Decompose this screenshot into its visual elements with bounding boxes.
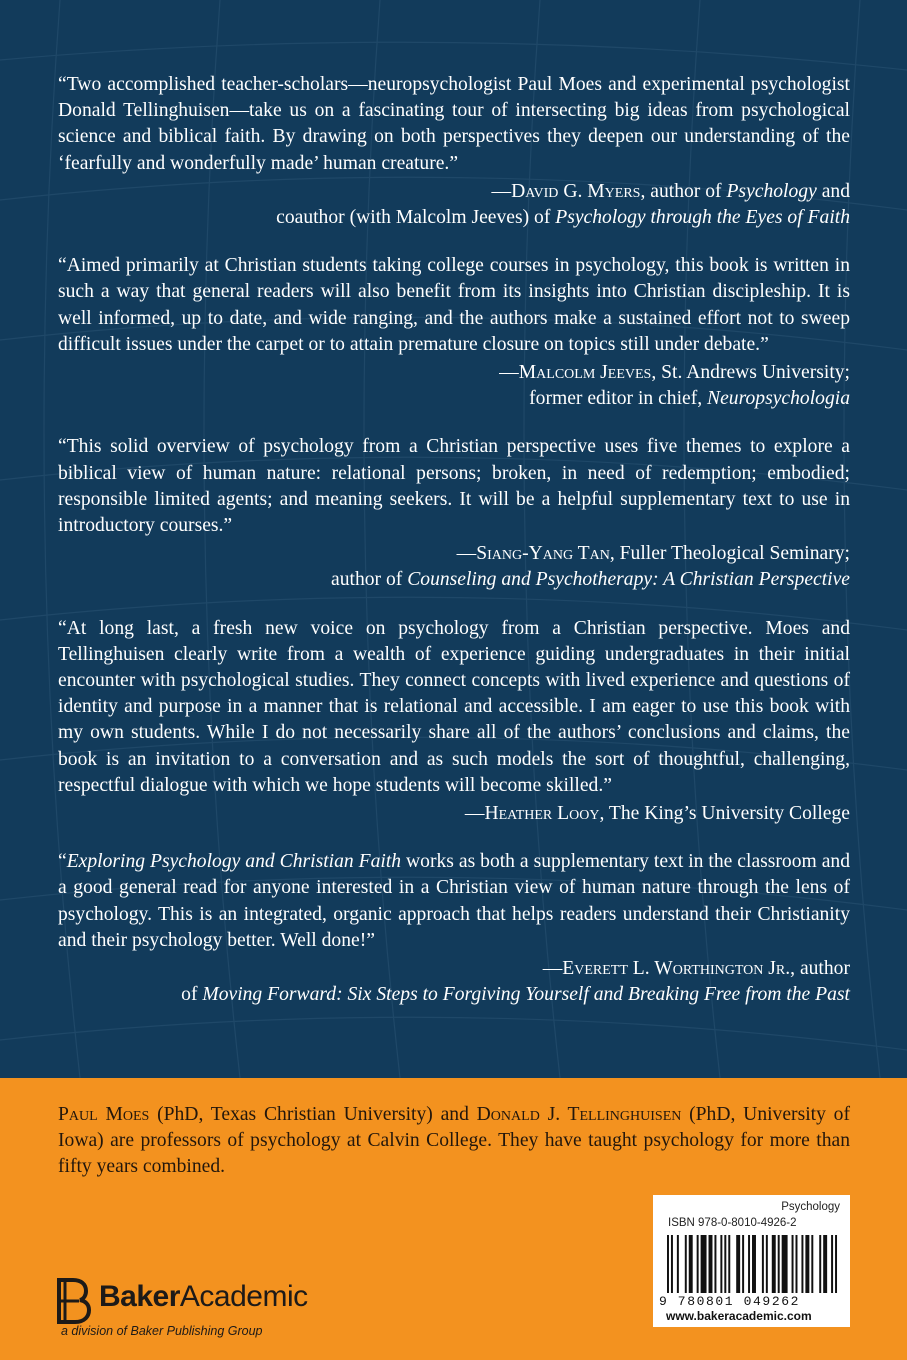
barcode-bar (677, 1235, 679, 1293)
publisher-name-regular: Academic (179, 1280, 308, 1313)
barcode-bars (667, 1235, 839, 1293)
barcode-bar (752, 1235, 756, 1293)
endorser-name: —Everett L. Worthington Jr. (542, 958, 791, 980)
barcode-bar (701, 1235, 707, 1293)
open-quote: “ (58, 851, 67, 873)
barcode-bar (835, 1235, 837, 1293)
endorsement-text: “This solid overview of psychology from a Christian perspective uses five themes to explore a biblical view of human nature: relational persons; broken, in need of redemption; embodied; responsible limited agents; and meaning seekers. It will be a helpful supplementary text to use in introductory courses.” (58, 436, 850, 537)
journal-title: Neuropsychologia (707, 388, 850, 410)
endorsement-worthington (58, 849, 850, 1008)
endorser-name: —David G. Myers (491, 180, 641, 202)
barcode-bar (811, 1235, 813, 1293)
barcode-bar (689, 1235, 693, 1293)
endorsement-jeeves (58, 253, 850, 412)
endorser-name: —Malcolm Jeeves (499, 362, 652, 384)
publisher-url: www.bakeracademic.com (666, 1309, 812, 1323)
author-band (0, 1078, 907, 1360)
barcode-bar (792, 1235, 794, 1293)
endorsement-text: “At long last, a fresh new voice on psychology from a Christian perspective. Moes and Tellinghuisen clearly write from a wealth of experience guiding undergraduates in their initial encounter with psychological studies. They connect concepts with lived experience and questions of identity and purpose in a manner that is relational and accessible. I am eager to use this book with my own students. While I do not necessarily share all of the authors’ conclusions and claims, the book is an invitation to a conversation and as such models the sort of thoughtful, challenging, respectful dialogue with which we hope students will become skilled.” (58, 617, 850, 796)
baker-b-icon (55, 1278, 93, 1324)
isbn-text: ISBN 978-0-8010-4926-2 (668, 1217, 797, 1229)
subject-category: Psychology (781, 1201, 840, 1213)
endorsement-text: “Aimed primarily at Christian students taking college courses in psychology, this book is written in such a way that general readers will also benefit from its insights into Christian discipleship. It is well informed, up to date, and wide ranging, and the authors make a sustained effort not to sweep difficult issues under the carpet or to attain premature closure on topics still under debate.” (58, 255, 850, 355)
book-title: Exploring Psychology and Christian Faith (66, 851, 402, 873)
book-title: Psychology (726, 180, 817, 202)
barcode-bar (728, 1235, 730, 1293)
barcode-bar (762, 1235, 764, 1293)
barcode-bar (667, 1235, 669, 1293)
book-title: Moving Forward: Six Steps to Forgiving Yourself and Breaking Free from the Past (202, 984, 850, 1006)
barcode-bar (831, 1235, 833, 1293)
barcode-bar (766, 1235, 768, 1293)
endorsement-attribution (58, 956, 850, 1008)
author-name: Donald J. Tellinghuisen (476, 1104, 682, 1125)
barcode-bar (801, 1235, 803, 1293)
endorser-role-line2: of (181, 984, 203, 1006)
publisher-tagline: a division of Baker Publishing Group (61, 1324, 263, 1338)
endorsement-body: works as both a supplementary text in the classroom and a good general read for anyone interested in a Christian view of human nature through the lens of psychology. This is an integrated, organic approach that helps readers understand their Christianity and their psychology better. Well done!” (58, 851, 850, 951)
barcode-bar (714, 1235, 716, 1293)
barcode-panel (653, 1195, 850, 1327)
barcode-bar (782, 1235, 788, 1293)
endorser-role-tail: and (816, 180, 850, 202)
author-bio (58, 1102, 850, 1181)
endorsement-text: “Two accomplished teacher-scholars—neuropsychologist Paul Moes and experimental psychologist Donald Tellinghuisen—take us on a fascinating tour of intersecting big ideas from psychological science and biblical faith. By drawing on both perspectives they deepen our understanding of the ‘fearfully and wonderfully made’ human creature.” (58, 74, 850, 174)
barcode-bar (685, 1235, 687, 1293)
endorser-role-line2: author of (331, 569, 408, 591)
book-title: Psychology through the Eyes of Faith (555, 207, 850, 229)
barcode-bar (742, 1235, 744, 1293)
endorser-role: , St. Andrews University; (651, 362, 850, 384)
barcode-bar (724, 1235, 726, 1293)
endorsement-myers (58, 72, 850, 231)
endorsement-attribution (58, 801, 850, 827)
endorsement-attribution (58, 541, 850, 593)
barcode-bar (819, 1235, 821, 1293)
barcode-bar (736, 1235, 740, 1293)
barcode-bar (772, 1235, 776, 1293)
barcode-bar (671, 1235, 673, 1293)
endorsement-tan (58, 434, 850, 593)
endorser-role: , The King’s University College (599, 803, 850, 825)
endorsement-text (58, 849, 850, 954)
barcode-bar (748, 1235, 750, 1293)
barcode-bar (720, 1235, 722, 1293)
barcode-bar (823, 1235, 827, 1293)
endorsement-attribution (58, 360, 850, 412)
barcode-bar (697, 1235, 699, 1293)
publisher-name-bold: Baker (99, 1280, 180, 1313)
endorsement-looy (58, 616, 850, 828)
publisher-logo (55, 1276, 355, 1336)
barcode-bar (796, 1235, 798, 1293)
barcode-bar (778, 1235, 780, 1293)
endorser-role: , author (790, 958, 850, 980)
endorser-role: , Fuller Theological Seminary; (609, 543, 850, 565)
endorser-role-line2: former editor in chief, (529, 388, 708, 410)
author-bio-text: (PhD, University of Iowa) are professors of psychology at Calvin College. They have taught psychology for more than fifty years combined. (58, 1104, 850, 1178)
endorser-name: —Heather Looy (464, 803, 600, 825)
publisher-name (99, 1280, 308, 1314)
book-title: Counseling and Psychotherapy: A Christian Perspective (407, 569, 850, 591)
barcode-bar (709, 1235, 713, 1293)
barcode-bar (805, 1235, 809, 1293)
endorsements-list (58, 72, 850, 1031)
author-credentials: (PhD, Texas Christian University) and (149, 1104, 477, 1125)
author-name: Paul Moes (58, 1104, 150, 1125)
endorser-name: —Siang-Yang Tan (456, 543, 610, 565)
endorser-role-line2: coauthor (with Malcolm Jeeves) of (276, 207, 556, 229)
barcode-digits: 9 780801 049262 (659, 1294, 801, 1309)
endorser-role: , author of (640, 180, 727, 202)
endorsement-attribution (58, 179, 850, 231)
